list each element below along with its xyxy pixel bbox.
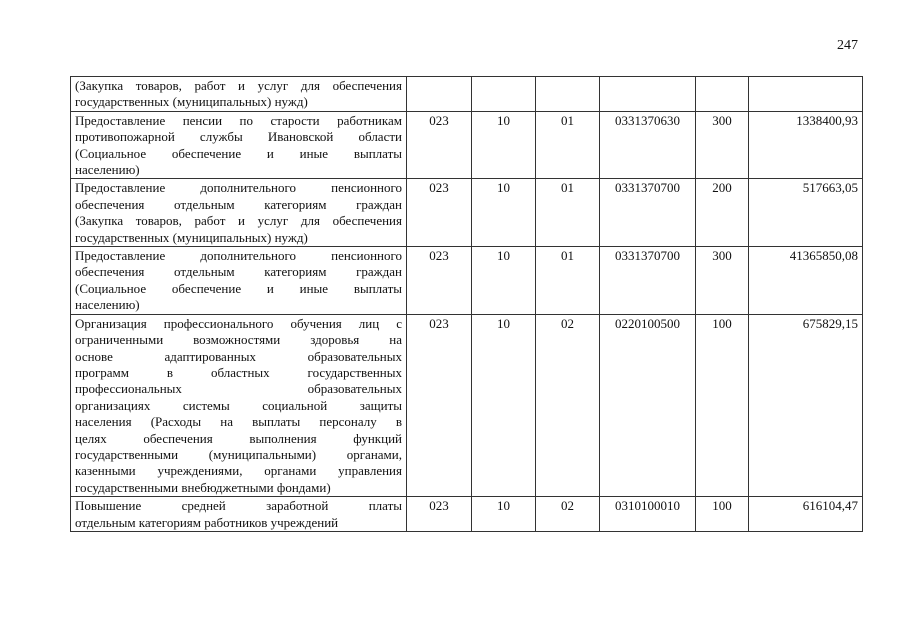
description-cell [71, 179, 407, 247]
description-line: целях обеспечения выполнения функций [75, 430, 402, 446]
section-code-cell: 10 [472, 247, 536, 315]
target-article-cell: 0331370700 [600, 179, 696, 247]
description-line: населению) [75, 297, 140, 313]
section-code-cell [472, 77, 536, 112]
admin-code-cell [407, 77, 472, 112]
description-line: казенными учреждениями, органами управления [75, 463, 402, 479]
description-line: противопожарной службы Ивановской области [75, 129, 402, 145]
target-article-cell: 0331370630 [600, 111, 696, 179]
amount-cell: 41365850,08 [749, 247, 863, 315]
description-line: государственных (муниципальных) нужд) [75, 94, 308, 110]
description-line: отдельным категориям работников учреждений [75, 514, 339, 530]
section-code-cell: 10 [472, 314, 536, 496]
table-row [71, 247, 863, 315]
admin-code-cell: 023 [407, 314, 472, 496]
description-line: (Социальное обеспечение и иные выплаты [75, 280, 402, 296]
subsection-code-cell: 02 [536, 497, 600, 532]
description-line: основе адаптированных образовательных [75, 348, 402, 364]
admin-code-cell: 023 [407, 179, 472, 247]
description-line: Повышение средней заработной платы [75, 498, 402, 514]
amount-cell: 616104,47 [749, 497, 863, 532]
description-line: ограниченными возможностями здоровья на [75, 332, 402, 348]
table-row [71, 179, 863, 247]
description-line: государственными (муниципальными) органами, [75, 446, 402, 462]
description-line: программ в областных государственных [75, 364, 402, 380]
description-line: профессиональных образовательных [75, 381, 402, 397]
amount-cell: 1338400,93 [749, 111, 863, 179]
description-line: обеспечения отдельным категориям граждан [75, 264, 402, 280]
description-cell [71, 77, 407, 112]
admin-code-cell: 023 [407, 111, 472, 179]
amount-cell: 675829,15 [749, 314, 863, 496]
description-line: населению) [75, 162, 140, 178]
expense-type-cell: 300 [696, 247, 749, 315]
description-line: Предоставление дополнительного пенсионного [75, 180, 402, 196]
table-row [71, 77, 863, 112]
target-article-cell [600, 77, 696, 112]
budget-table [70, 76, 863, 532]
subsection-code-cell: 02 [536, 314, 600, 496]
target-article-cell: 0310100010 [600, 497, 696, 532]
expense-type-cell: 200 [696, 179, 749, 247]
subsection-code-cell: 01 [536, 179, 600, 247]
description-line: организациях системы социальной защиты [75, 397, 402, 413]
table-row [71, 314, 863, 496]
description-line: Предоставление пенсии по старости работникам [75, 112, 402, 128]
section-code-cell: 10 [472, 111, 536, 179]
admin-code-cell: 023 [407, 497, 472, 532]
target-article-cell: 0220100500 [600, 314, 696, 496]
description-line: населения (Расходы на выплаты персоналу в [75, 414, 402, 430]
subsection-code-cell [536, 77, 600, 112]
page-number: 247 [837, 38, 858, 53]
subsection-code-cell: 01 [536, 247, 600, 315]
description-cell [71, 497, 407, 532]
table-body [71, 77, 863, 532]
subsection-code-cell: 01 [536, 111, 600, 179]
expense-type-cell: 100 [696, 497, 749, 532]
section-code-cell: 10 [472, 179, 536, 247]
description-line: государственных (муниципальных) нужд) [75, 229, 308, 245]
description-cell [71, 111, 407, 179]
description-line: обеспечения отдельным категориям граждан [75, 196, 402, 212]
target-article-cell: 0331370700 [600, 247, 696, 315]
section-code-cell: 10 [472, 497, 536, 532]
description-line: (Закупка товаров, работ и услуг для обеспечения [75, 213, 402, 229]
description-line: Организация профессионального обучения лиц с [75, 315, 402, 331]
table-row [71, 497, 863, 532]
description-line: государственными внебюджетными фондами) [75, 479, 331, 495]
amount-cell [749, 77, 863, 112]
table-row [71, 111, 863, 179]
description-line: (Закупка товаров, работ и услуг для обеспечения [75, 78, 402, 93]
description-cell [71, 247, 407, 315]
description-cell [71, 314, 407, 496]
description-line: Предоставление дополнительного пенсионного [75, 248, 402, 264]
amount-cell: 517663,05 [749, 179, 863, 247]
expense-type-cell: 100 [696, 314, 749, 496]
expense-type-cell [696, 77, 749, 112]
description-line: (Социальное обеспечение и иные выплаты [75, 145, 402, 161]
expense-type-cell: 300 [696, 111, 749, 179]
admin-code-cell: 023 [407, 247, 472, 315]
